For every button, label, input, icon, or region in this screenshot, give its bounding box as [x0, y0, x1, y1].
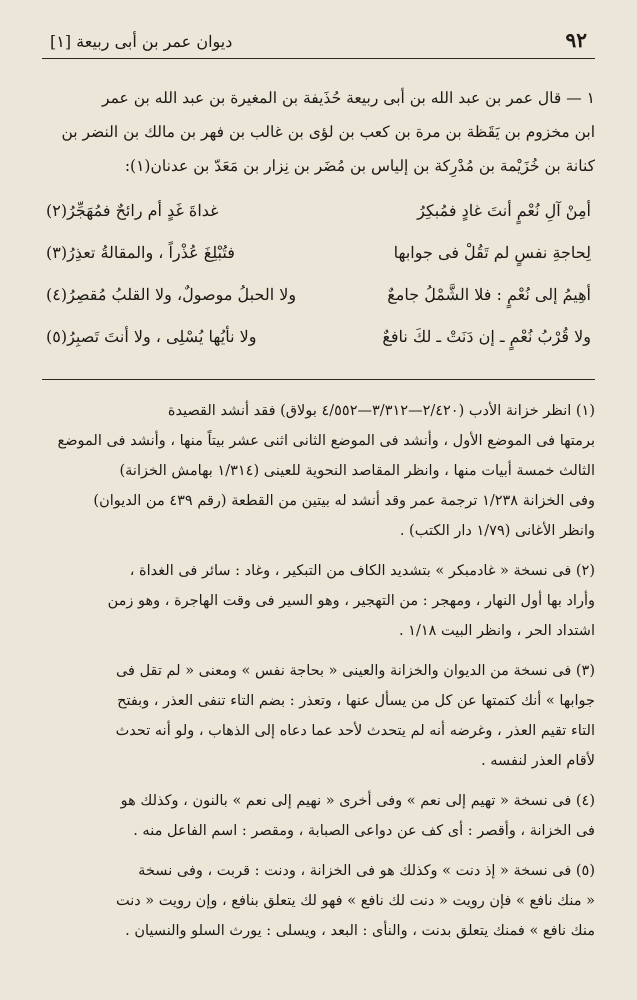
page-header — [42, 28, 595, 59]
footnote-5 — [42, 856, 595, 946]
footnote-line: فى الخزانة ، وأقصر : أى كف عن دواعى الصبابة ، ومقصر : اسم الفاعل منه . — [133, 823, 595, 839]
verse — [42, 315, 595, 357]
footnote-line: التاء تقيم العذر ، وغرضه أنه لم يتحدث لأحد عما دعاه إلى الذهاب ، ولو أنه تحدث — [115, 723, 595, 739]
verse-first-hemistich: ولا قُرْبُ نُعْمٍ ـ إن دَنَتْ ـ لكَ نافعٌ — [382, 326, 591, 346]
footnote-line: وفى الخزانة ١/٢٣٨ ترجمة عمر وقد أنشد له بيتين من القطعة (رقم ٤٣٩ من الديوان) — [93, 493, 595, 509]
footnote-line: (٤) فى نسخة « تهيم إلى نعم » وفى أخرى « نهيم إلى نعم » بالنون ، وكذلك هو — [120, 793, 595, 809]
footnote-line: وأراد بها أول النهار ، ومهجر : من التهجير ، وهو السير فى وقت الهاجرة ، وهو زمن — [107, 593, 595, 609]
footnote-line: (٥) فى نسخة « إذ دنت » وكذلك هو فى الخزانة ، ودنت : قربت ، وفى نسخة — [138, 863, 595, 879]
verse — [42, 189, 595, 231]
verse-second-hemistich: غداةَ غَدٍ أم رائحٌ فمُهَجِّرُ(٢) — [46, 200, 219, 220]
verse — [42, 231, 595, 273]
footnote-2 — [42, 556, 595, 646]
footnote-divider — [42, 379, 595, 380]
poem — [42, 189, 595, 357]
footnote-line: « منك نافع » فإن رويت « دنت لك نافع » فهو لك يتعلق بنافع ، وإن رويت « دنت — [115, 893, 595, 909]
footnote-line: (٣) فى نسخة من الديوان والخزانة والعينى « بحاجة نفس » ومعنى « لم تقل فى — [115, 663, 595, 679]
verse-first-hemistich: أهِيمُ إلى نُعْمٍ : فلا الشَّمْلُ جامعٌ — [387, 284, 591, 304]
footnote-line: (٢) فى نسخة « غادمبكر » بتشديد الكاف من التبكير ، وغاد : سائر فى الغداة ، — [129, 563, 595, 579]
intro-line: ١ — قال عمر بن عبد الله بن أبى ربيعة حُذَيفة بن المغيرة بن عبد الله بن عمر — [102, 89, 595, 107]
footnote-line: (١) انظر خزانة الأدب (٢/٤٢٠—٣/٣١٢—٤/٥٥٢ بولاق) فقد أنشد القصيدة — [167, 403, 595, 419]
footnote-1 — [42, 396, 595, 546]
verse — [42, 273, 595, 315]
intro-line: كنانة بن خُزَيْمة بن مُدْرِكة بن إلياس بن مُضَر بن نِزار بن مَعَدّ بن عدنان(١): — [124, 157, 595, 175]
footnote-line: منك نافع » فمنك يتعلق بدنت ، والنأى : البعد ، ويسلى : يورث السلو والنسيان . — [125, 923, 595, 939]
footnote-line: جوابها » أنك كتمتها عن كل من يسأل عنها ، وتعذر : بضم التاء تنفى العذر ، وبفتح — [117, 693, 595, 709]
page-number: ٩٢ — [565, 28, 587, 52]
intro-line: ابن مخزوم بن يَقَظة بن مرة بن كعب بن لؤى بن غالب بن فهر بن مالك بن النضر بن — [61, 123, 595, 141]
footnote-4 — [42, 786, 595, 846]
verse-second-hemistich: ولا نأيُها يُسْلِى ، ولا أنتَ تَصبِرُ(٥) — [46, 326, 257, 346]
running-title: ديوان عمر بن أبى ربيعة [١] — [50, 32, 233, 51]
intro-paragraph — [42, 81, 595, 183]
verse-first-hemistich: أمِنْ آلِ نُعْمٍ أنتَ غادٍ فمُبكِرُ — [417, 200, 591, 220]
verse-second-hemistich: ولا الحبلُ موصولٌ، ولا القلبُ مُقصِرُ(٤) — [46, 284, 297, 304]
footnote-line: برمتها فى الموضع الأول ، وأنشد فى الموضع الثانى اثنى عشر بيتاً منها ، وأنشد فى الموضع — [57, 433, 595, 449]
footnote-line: الثالث خمسة أبيات منها ، وانظر المقاصد النحوية للعينى (١/٣١٤ بهامش الخزانة) — [119, 463, 595, 479]
footnotes — [42, 396, 595, 946]
footnote-line: اشتداد الحر ، وانظر البيت ١/١٨ . — [398, 623, 595, 639]
footnote-line: وانظر الأغانى (١/٧٩ دار الكتب) . — [399, 523, 595, 539]
footnote-3 — [42, 656, 595, 776]
verse-first-hemistich: لِحاجةِ نفسٍ لم تَقُلْ فى جوابها — [393, 242, 591, 262]
footnote-line: لأقام العذر لنفسه . — [481, 753, 595, 769]
verse-second-hemistich: فتُبْلِغَ عُذْراً ، والمقالةُ تعذِرُ(٣) — [46, 242, 235, 262]
